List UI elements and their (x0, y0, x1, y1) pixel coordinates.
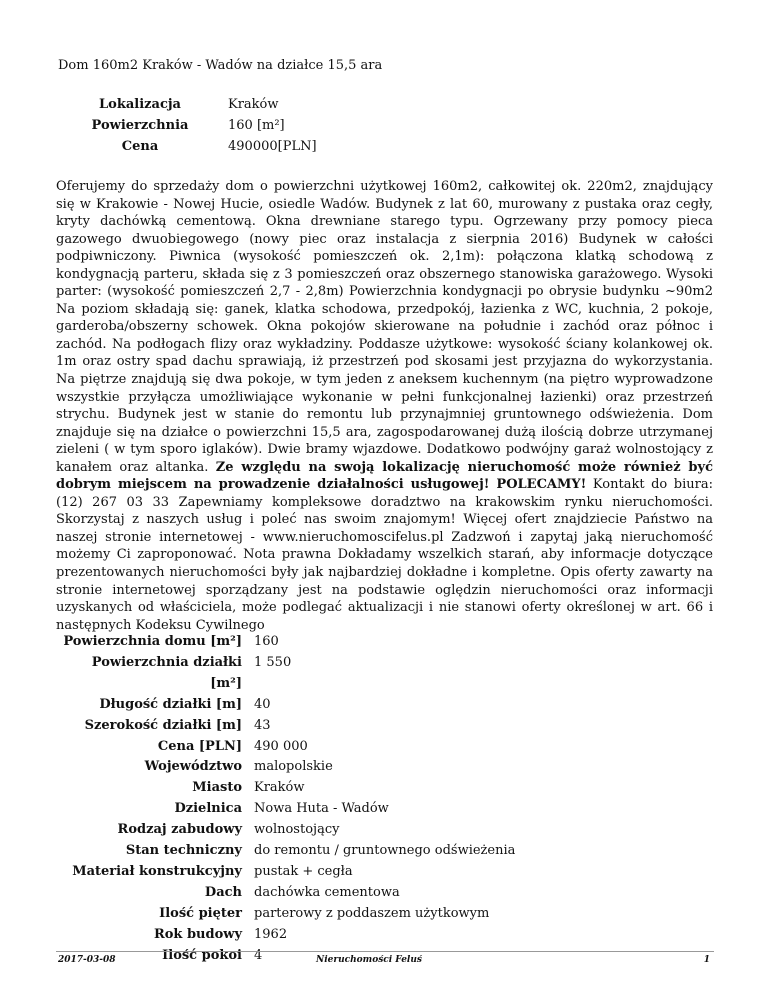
details-row (60, 757, 515, 778)
details-value: 160 (254, 634, 279, 649)
details-row (60, 653, 515, 695)
details-table (60, 632, 515, 967)
summary-table (90, 94, 317, 157)
details-row (60, 695, 515, 716)
description-text: Oferujemy do sprzedaży dom o powierzchni użytkowej 160m2, całkowitej ok. 220m2, znajdujący się w Krakowie - Nowej Hucie, osiedle Wadów. Budynek z lat 60, murowany z pustaka oraz cegły, kryty dachówką cementową. Okna drewniane starego typu. Ogrzewany przy pomocy pieca gazowego dwuobiegowego (nowy piec oraz instalacja z sierpnia 2016) Budynek w całości podpiwniczony. Piwnica (wysokość pomieszczeń ok. 2,1m): połączona klatką schodową z kondygnacją parteru, składa się z 3 pomieszczeń oraz obszernego stanowiska garażowego. Wysoki parter: (wysokość pomieszczeń 2,7 - 2,8m) Powierzchnia kondygnacji po obrysie budynku ~90m2 Na poziom składają się: ganek, klatka schodowa, przedpokój, łazienka z WC, kuchnia, 2 pokoje, garderoba/obszerny schowek. Okna pokojów skierowane na południe i zachód oraz północ i zachód. Na podłogach flizy oraz wykładziny. Poddasze użytkowe: wysokość ściany kolankowej ok. 1m oraz ostry spad dachu sprawiają, iż przestrzeń pod skosami jest przyjazna do wykorzystania. Na piętrze znajdują się dwa pokoje, w tym jeden z aneksem kuchennym (na piętro wyprowadzone wszystkie przyłącza umożliwiające wykonanie w pełni funkcjonalnej łazienki) oraz przestrzeń strychu. Budynek jest w stanie do remontu lub przynajmniej gruntownego odświeżenia. Dom znajduje się na działce o powierzchni 15,5 ara, zagospodarowanej dużą ilością dobrze utrzymanej zieleni ( w tym sporo iglaków). Dwie bramy wjazdowe. Dodatkowo podwójny garaż wolnostojący z kanałem oraz altanka. (56, 179, 713, 475)
details-value: pustak + cegła (254, 863, 353, 879)
details-value: 1962 (254, 926, 288, 942)
details-value: 43 (254, 717, 271, 733)
description-contact: Kontakt do biura: (12) 267 03 33 Zapewniamy kompleksowe doradztwo na krakowskim rynku nieruchomości. Skorzystaj z naszych usług i poleć nas swoim znajomym! Więcej ofert znajdziecie Państwo na naszej stronie internetowej - www.nieruchomoscifelus.pl Zadzwoń i zapytaj jaką nieruchomość możemy Ci zaproponować. Nota prawna Dokładamy wszelkich starań, aby informacje dotyczące prezentowanych nieruchomości były jak najbardziej dokładne i kompletne. Opis oferty zawarty na stronie internetowej sporządzany jest na podstawie oględzin nieruchomości oraz informacji uzyskanych od właściciela, może podlegać aktualizacji i nie stanowi oferty określonej w art. 66 i następnych Kodeksu Cywilnego (56, 477, 713, 633)
details-value: 490 000 (254, 738, 308, 754)
details-label: Rok budowy (153, 926, 242, 942)
details-value: Nowa Huta - Wadów (254, 801, 389, 817)
details-row (60, 925, 515, 946)
details-label: Miasto (192, 780, 242, 796)
description-highlight: Ze względu na swoją lokalizację nieruchomość może również być dobrym miejscem na prowadzenie działalności usługowej! POLECAMY! (56, 459, 713, 493)
details-value: wolnostojący (254, 822, 340, 838)
summary-row-area (90, 115, 317, 136)
details-value: 1 550 (254, 654, 292, 670)
summary-label: Cena (121, 139, 159, 154)
details-row (60, 904, 515, 925)
details-value: parterowy z poddaszem użytkowym (254, 905, 490, 921)
details-label: Materiał konstrukcyjny (72, 863, 242, 879)
details-row (60, 946, 515, 967)
details-row (60, 716, 515, 737)
details-label: Powierzchnia domu [m²] (63, 634, 242, 649)
details-row (60, 820, 515, 841)
details-value: 40 (254, 696, 271, 712)
details-row (60, 862, 515, 883)
summary-row-price (90, 136, 317, 157)
details-value: dachówka cementowa (254, 884, 400, 900)
details-row (60, 883, 515, 904)
details-label: Dach (204, 884, 242, 900)
footer-date: 2017-03-08 (58, 955, 116, 965)
summary-label: Lokalizacja (99, 97, 181, 112)
details-row (60, 632, 515, 653)
details-label: Stan techniczny (125, 843, 242, 859)
summary-value: 160 [m²] (228, 118, 285, 133)
summary-row-location (90, 94, 317, 115)
details-row (60, 841, 515, 862)
details-label: Ilość pięter (159, 905, 242, 921)
details-value: Kraków (254, 780, 305, 796)
details-label: Dzielnica (174, 801, 242, 817)
details-label: Cena [PLN] (157, 738, 242, 754)
footer-page-number: 1 (703, 955, 710, 965)
summary-value: Kraków (228, 97, 279, 112)
details-row (60, 778, 515, 799)
footer-agency-name: Nieruchomości Feluś (316, 955, 422, 965)
page-title: Dom 160m2 Kraków - Wadów na działce 15,5 ara (58, 58, 383, 73)
details-label: Szerokość działki [m] (84, 717, 242, 733)
details-value: 4 (254, 947, 263, 963)
footer-divider (56, 951, 714, 952)
summary-label: Powierzchnia (91, 118, 189, 133)
property-description (56, 178, 713, 634)
summary-value: 490000[PLN] (228, 139, 317, 154)
details-row (60, 799, 515, 820)
details-label: Długość działki [m] (99, 696, 242, 712)
details-label: Powierzchnia działki [m²] (91, 654, 242, 691)
details-value: malopolskie (254, 759, 333, 775)
details-label: Rodzaj zabudowy (117, 822, 242, 838)
details-value: do remontu / gruntownego odświeżenia (254, 843, 516, 859)
details-row (60, 737, 515, 758)
details-label: Województwo (144, 759, 242, 775)
details-label: Ilość pokoi (162, 947, 242, 963)
